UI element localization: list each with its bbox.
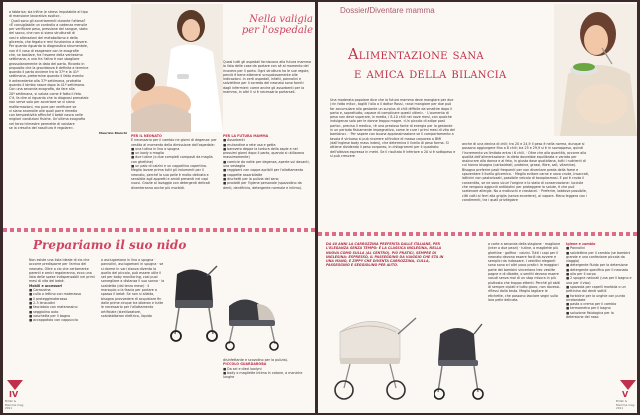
list-item: ■ soluzione fisiologica per la detersione del naso <box>566 310 614 320</box>
list-item: ■ body o magliette intima in cotone, a maniche lunghe <box>223 370 303 380</box>
intro-line: di mansione lavorativa svolto». <box>9 14 61 19</box>
intro-line: se la crescita del nascituro è regolare». <box>9 126 74 131</box>
list-item: ■ detergente fluido per la detersione <box>566 263 628 268</box>
igiene-title: Igiene e cambio <box>566 242 596 246</box>
title-line-1: Alimentazione sana <box>348 47 484 63</box>
list-item: ■ un body o maglia <box>131 151 164 156</box>
mamma-title: PER LA FUTURA MAMMA <box>223 134 269 138</box>
intro-line: del sacco, che non si siano strutturati di <box>9 31 76 36</box>
kicker-label: Dossier <box>340 6 368 15</box>
neonato-title: PER IL NEONATO <box>131 134 162 138</box>
list-item: ■ prodotti per l'igiene personale (spazzolino da denti, dentifricio, detergente normale e intimo). <box>223 181 303 190</box>
valigia-title-2: per l'ospedale <box>241 25 313 36</box>
nido-column-2: o asciugamano in lino o spugna · pannolini, asciugamani in spugna · se si dorme in vari stanza diventa la quella del piccolo, può essere utile il set per baby monitoring, cosi puoi sorvegliare a distanza il suo sonno · la scaldetta (dal terzo mese) · il marsupio o la fascia per portare a spasso il bebè. Se non si allatta, bisogna provvedere di acquistare fin dalle prime cinque tra biberon e tutte le necessario per l'allattamento artificiale (sterilizzatore, scaldabiberon elettrico, liquido <box>101 258 165 318</box>
list-item: ■ culla o lettino con materasso <box>29 292 81 297</box>
list-item: ■ termometro per il bagno <box>566 306 611 311</box>
intro-line: migliori condizioni fisiche. Un'ultima ecografia <box>9 117 86 122</box>
page-number-right: V <box>622 390 629 399</box>
list-item: ■ Carrozzina <box>29 288 51 293</box>
mamma-column <box>223 134 311 226</box>
intro-line: non serve solo per accertare se vi siano <box>9 100 75 105</box>
list-item: ■ pasta o crema per il cambio <box>566 302 617 307</box>
mamma-list <box>223 138 311 190</box>
igiene-list <box>566 246 632 319</box>
intro-line: quando il parto avviene tra la 37ª e la 41ª <box>9 70 79 75</box>
intro-line: Con una seconda ecografia, da fare alla <box>9 87 75 92</box>
page-corner-marker <box>7 380 23 390</box>
author-signature: Maurizio Bianchi <box>99 131 127 136</box>
inglesina-pram-photo <box>330 302 440 402</box>
ultrasound-photo <box>131 4 223 132</box>
intro-line: glicemia, che fegato e reni funzionino a dovere. <box>9 40 88 45</box>
valigia-intro: Quasi tutti gli ospedali forniscono alla futura mamma la lista delle cose da portare con sé al momento del ricovero per il parto. Ogni struttura ha le sue regole, perciò è bene attenersi scrupolosamente alle indicazioni. In certi ospedali, infatti, pannolini e salviettine per il corredo del neonato sono forniti dagli infermieri: come anche gli assorbenti per la mamma, in altri li si è necessario portarseli. <box>223 60 311 95</box>
intro-line: non è il caso di esagerare con le ecografie <box>9 48 79 53</box>
nido-title: Prepariamo il suo nido <box>33 238 187 252</box>
list-item: ■ accappatoio con cappuccio <box>29 318 78 323</box>
right-page <box>318 2 637 413</box>
intro-text <box>9 10 127 130</box>
nido-column-3 <box>223 358 311 408</box>
mobili-list <box>29 288 97 322</box>
article-column-1: Una moderata popolare dice che la futura mamma deve mangiare per due («In fotto mito», togliti l'olio a il dottor Rossi, «anzi mangiare per due può far accumulare alla gestante un surplus di chili difficile da smaltire dopo il parto e, soprattutto, capace di complicare questi ultimi». · L'aumento di peso non deve superare, in media, i 8-10 chili nei nove mesi, con qualche indulgenza solo per le donne troppo magre. «Un piccolo di adipe post parto», precisa il medico, «è una preziosa fonte di energia per la gestante in un periodo fisicamente impegnativo, come le cure i primi mesi di vita del bambino». · Per sapere con buona approssimazione se il comportamento a tavola è virtuoso si può ricorrere all'indice di massa corporea o BMI (dall'inglese body mass index), che determina il livello di peso forma. Si ottiene dividendo il peso corporeo, in chilogrammi per il quadrato dell'altezza espressa in metri. Se il risultato è inferiore a 20 si è sottopeso e si può crescere <box>330 98 456 158</box>
pram-photo <box>223 292 283 352</box>
list-item: ■ seggiolino auto <box>29 309 59 314</box>
neonato-extra: Meglio lavare prima tutti gli indumenti per il neonato, perché la sua pelle è molto delicata e sensibile agli appretti e amidi presenti nei capi nuovi. Grazie al lavaggio con detergenti delicati diventeranno anche più morbidi. <box>131 168 211 190</box>
guardaroba-title: PICCOLO GUARDAROBA <box>223 362 267 367</box>
intro-line: vasi e alterazioni del metabolismo e della <box>9 35 78 40</box>
intro-line: per verificare peso, pressione del sangue, stato <box>9 27 88 32</box>
list-item: ■ olio per il corpo <box>566 272 596 277</box>
list-item: ■ spazzola per capelli morbida o un pettinino dai denti sottili <box>566 284 626 294</box>
list-item: ■ Da sei e dieci bodyni <box>223 366 262 371</box>
intro-line: è antecedente alla 37ª settimana, protratta <box>9 78 81 83</box>
list-item: ■ Assorbenti <box>223 138 245 143</box>
page-corner-marker-right <box>620 380 636 390</box>
mobili-title: Mobili e accessori <box>29 283 63 288</box>
valigia-heading <box>227 14 313 46</box>
intro-line: settimana, pretermine quando il fatto evento <box>9 74 84 79</box>
magazine-footer-left: Bimbi & Mamme mag 2011 <box>5 399 24 410</box>
list-item: ■ reggiseni con coppe apribili per l'allattamento <box>223 168 304 173</box>
left-page <box>3 2 315 413</box>
intro-line: o fabbrica; sia infine (e stress imputabile al tipo <box>9 10 88 14</box>
section-divider-stripe-right <box>318 232 637 236</box>
neonato-column <box>131 134 219 226</box>
intro-line: Per quanto riguarda la diagnostica strumentale, <box>9 44 88 49</box>
intro-line: malformazioni, ma pure per verificare se <box>9 104 77 109</box>
list-item: ■ barovero deppe la tortura della aspie e nei prossimi giorni dopo il parto, quando si utilizzano massimamente) <box>223 146 305 160</box>
intro-line: proposito che la gravidanza è definita a termine <box>9 65 89 70</box>
list-item: ■ coppette assorbilatte <box>223 172 263 177</box>
dossier-kicker <box>340 6 435 15</box>
intro-line: · Quali sono gli accertamenti durante l'attesa? <box>9 18 86 23</box>
list-item: ■ vaschetta per il bagno <box>29 313 71 318</box>
intro-line: con tempestività affinché il bebè nasca nelle <box>9 113 83 118</box>
list-item: ■ camicie da notte per degenza, aperte sul davanti, una vestaglia <box>223 159 310 169</box>
list-item: ■ due tutine (o due completi composti da maglia con ghettine) <box>131 155 213 164</box>
title-line-2: e amica della bilancia <box>354 66 507 82</box>
intro-line: nel terzo trimestre permette di valutare <box>9 121 75 126</box>
valigia-title-1: Nella valigia <box>249 14 313 25</box>
intro-line: «È consigliabile un controllo a cadenza mensile <box>9 22 88 27</box>
intro-line: C'è, fa dire al riguardo che la diagnosi prenatale <box>9 95 89 100</box>
list-item: ■ detergente specifico per il neonato <box>566 267 628 272</box>
trolley-column-2: a corte a seconda della stagione · maglione (inter o due pezzi) · tutine, o magliette più ghettine · golfino · calzini. Tutti i capi per il neonato devono essere facili da avvere e semplici da indossare. I vestitini eleganti sono sono srl altri poco pratici: le maggiori parte dei bambini sinceriano trec vestite pagne e di dibatte, o sentiti devono essere vasuti senza mai di un stop misura in più piuttosto che troppo ettenti. Perché gli abiti di sempre ciplati e tutto gioco, non dovessi-riflessi dalla testa. Meglio tagliare le etichette, che possono lasciare segni sulla loro pelle delicata. <box>488 242 561 302</box>
list-item: ■ Pannolini <box>566 246 586 251</box>
intro-line: settimana, a una fra l'altro è non sbagliare <box>9 57 80 62</box>
intro-line: che, se basilare, fra l'esame della ventesima <box>9 52 83 57</box>
intro-column <box>9 10 127 224</box>
guardaroba-list <box>223 367 311 380</box>
nido-col3-text: disinfettante e scovolino per la pulizia). <box>223 358 289 362</box>
list-item: ■ dischetti per la pulizia del seno <box>223 176 279 181</box>
page-number-left: IV <box>9 390 19 399</box>
woman-eating-photo <box>554 4 637 136</box>
article-column-2: anche di una decina di chili; tra 20 e 24,9 il peso è nella norma, dunque si possono aggiungere fino a 8 chili; tra 25 e 29,9 si è in sovrappeso, quindi l'incremento va limitato entro i 6 chili. · Oltre che alla quantità, occorre alla qualità dell'alimentazione: la dieta dovrebbe equilibrata e variata per assicurare alla donna e al feto, in giusta dose quotidiana, tutti i nutrienti di cui hanno bisogno (carboidrati, proteine, grassi, fibre, sali, vitamine). Bisogna preferire pasti frequenti per non diventare preda della fame e spaventare il livello glicemico. · Meglio evitare carne e uova crude, insaccati, latticini non pastorizzati, possibile veicolo di toxoplasmosi. E poi è crudo il consentito, se ne sono sicuri l'origine e lo stato di conservazione: lucciole che vengono aggiunti antibiotici per proteggere la salute, è che può scatenare allergie. No a molluschi e crostacei. · Preferire, laddove possibile, citti cotti ai ferri alla griglia (senza eccedere), al vapore. Mano leggera con i condimenti, tra i quali privilegiare <box>462 142 590 202</box>
intro-line: vi siano anomalie alle quali porre rimedio <box>9 108 78 113</box>
trolley-intro: DA 40 ANNI LA CARROZZINA PREFERITA DALLE ITALIANE, PER L'ELEGANZA SENZA TEMPO: È LA CLASSICA INGLESINA, NELLA NUOVA COMO SULLA (AL CENTRO). PIÙ PRATICI, SEMPRE DI INGLESINA: ESPRESSO, IL PASSEGGINO DA VIAGGIO CHE STA IN UNA MANO, E ZIPPY CHE DIVENTA CARROZZINA, CULLA, PASSEGGINO E SEGGIOLINO PER AUTO. <box>326 242 444 268</box>
magazine-footer-right: Bimbi & Mamme mag 2011 <box>616 399 635 410</box>
list-item: ■ 2 spugne naturali (una per il bagno e una per il viso) <box>566 276 632 285</box>
intro-line: 20ª settimana, si valuta come è fatto il feto. <box>9 91 82 96</box>
neonato-text: È necessario per il cambio ne giorni di degenza: per vestito al momento della dimissione dall'ospedale: <box>131 138 217 147</box>
stroller-photo <box>169 264 219 344</box>
nido-intro: Non esiste una lista ideale di cio che occorre predisporre per l'arrivo del neonato. Oltre a cio che certamente parenti e amici regaleranno, ecco una lista delle spese indispensabili nei primi mesi di vita del bebè. <box>29 258 95 284</box>
kicker-separator: / <box>367 6 370 15</box>
zippy-stroller-photo <box>434 318 484 402</box>
neonato-list <box>131 147 219 168</box>
list-item: ■ forbicine per la unghie con punta arrotondate <box>566 293 626 302</box>
kicker-topic: Diventare mamma <box>369 6 435 15</box>
list-item: ■ una tutina in lino o spugna <box>131 146 180 151</box>
nido-column-1 <box>29 258 97 408</box>
list-item: ■ un paio di calzini e un cappellino copertina. <box>131 164 207 169</box>
list-item: ■ 2-3 lenzuolini <box>29 300 56 305</box>
section-divider-stripe <box>3 228 315 232</box>
list-item: ■ salviettine per il cambio (se bambini grande e una confezione piccola da viaggio) <box>566 250 631 264</box>
intro-line: grossolanamente la data del parto. Ricordo in <box>9 61 85 66</box>
list-item: ■ mutandine a rete usa e getta <box>223 142 276 147</box>
list-item: ■ il proteggimaterasso <box>29 296 68 301</box>
list-item: ■ fasciatoio con materassino <box>29 305 78 310</box>
article-title <box>348 46 568 94</box>
intro-line: quando il bimbo nasce dopo la 41ª settimana. <box>9 83 86 88</box>
